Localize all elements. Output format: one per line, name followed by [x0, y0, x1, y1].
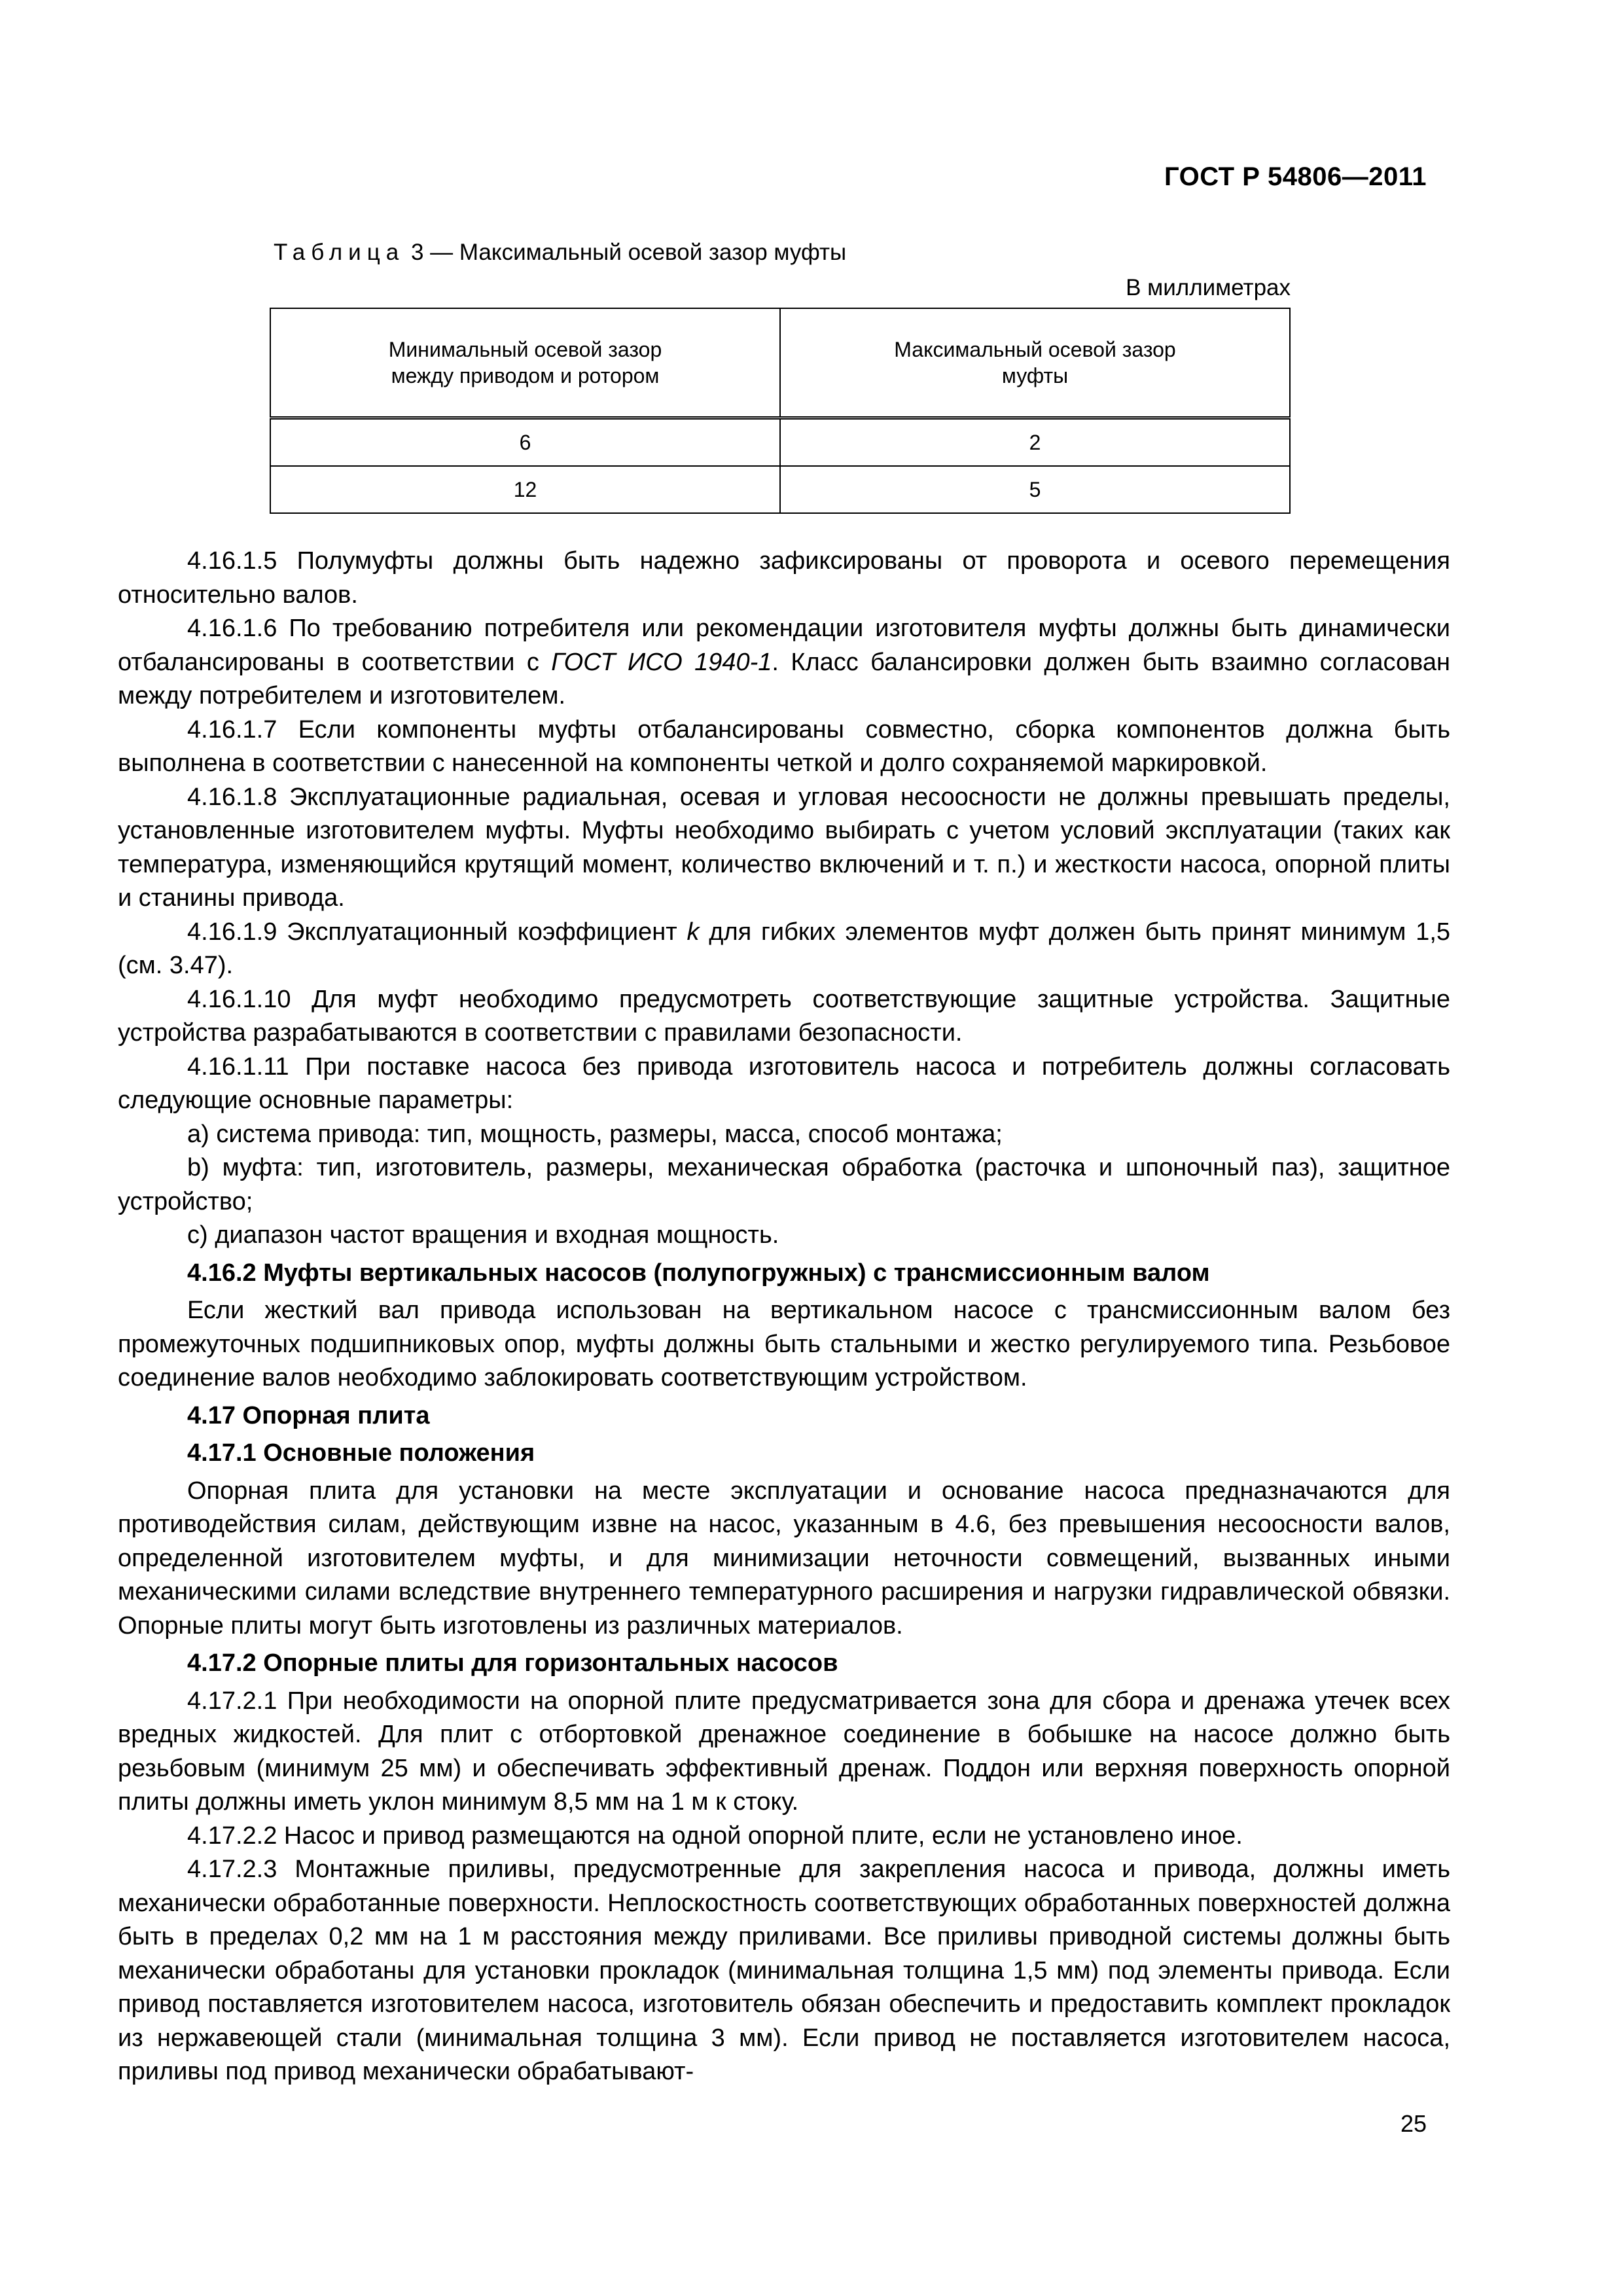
clearance-table — [270, 308, 1291, 514]
section-heading: 4.17.1 Основные положения — [187, 1439, 535, 1467]
paragraph: Если жесткий вал привода использован на вертикальном насосе с трансмиссионным валом без промежуточных подшипниковых опор, муфты должны быть стальными и жестко регулируемого типа. Резьбовое соединение валов необходимо заблокировать соответствующим устройством. — [118, 1297, 1450, 1391]
section-heading: 4.17 Опорная плита — [187, 1401, 430, 1429]
table-caption-label: Таблица — [274, 240, 405, 265]
paragraph: 4.17.2.1 При необходимости на опорной плите предусматривается зона для сбора и дренажа утечек всех вредных жидкостей. Для плит с отбортовкой дренажное соединение в бобышке на насосе должно быть резьбовым (минимум 25 мм) и обеспечивать эффективный дренаж. Поддон или верхняя поверхность опорной плиты должны иметь уклон минимум 8,5 мм на 1 м к стоку. — [118, 1687, 1450, 1816]
paragraph: 4.16.1.8 Эксплуатационные радиальная, осевая и угловая несоосности не должны превышать пределы, установленные изготовителем муфты. Муфты необходимо выбирать с учетом условий эксплуатации (таких как температура, изменяющийся крутящий момент, количество включений и т. п.) и жесткости насоса, опорной плиты и станины привода. — [118, 783, 1450, 912]
section-heading: 4.16.2 Муфты вертикальных насосов (полупогружных) с трансмиссионным валом — [187, 1259, 1210, 1287]
paragraph: 4.17.2.2 Насос и привод размещаются на одной опорной плите, если не установлено иное. — [187, 1821, 1243, 1850]
column-header-line: муфты — [1001, 364, 1069, 387]
table-row — [270, 466, 1290, 513]
standard-reference: ГОСТ ИСО 1940-1 — [551, 648, 772, 676]
page-number: 25 — [1400, 2110, 1427, 2137]
paragraph: 4.16.1.10 Для муфт необходимо предусмотреть соответствующие защитные устройства. Защитные устройства разрабатываются в соответствии с правилами безопасности. — [118, 985, 1450, 1047]
section-heading: 4.17.2 Опорные плиты для горизонтальных насосов — [187, 1649, 838, 1677]
document-header: ГОСТ Р 54806—2011 — [1164, 162, 1427, 191]
paragraph: 4.16.1.7 Если компоненты муфты отбалансированы совместно, сборка компонентов должна быть выполнена в соответствии с нанесенной на компоненты четкой и долго сохраняемой маркировкой. — [118, 715, 1450, 777]
list-item: c) диапазон частот вращения и входная мощность. — [187, 1221, 779, 1249]
table-caption — [274, 240, 846, 266]
column-header-line: Максимальный осевой зазор — [894, 338, 1176, 361]
table-caption-title: 3 — Максимальный осевой зазор муфты — [410, 240, 847, 265]
list-item: b) муфта: тип, изготовитель, размеры, механическая обработка (расточка и шпоночный паз), защитное устройство; — [118, 1154, 1450, 1215]
table-row — [270, 418, 1290, 467]
column-header-max-gap — [780, 308, 1290, 418]
paragraph-text: 4.16.1.9 Эксплуатационный коэффициент — [187, 918, 687, 946]
table-header-row — [270, 308, 1290, 418]
table-cell: 6 — [270, 418, 780, 467]
paragraph: 4.16.1.11 При поставке насоса без привода изготовитель насоса и потребитель должны согласовать следующие основные параметры: — [118, 1052, 1450, 1114]
list-item: a) система привода: тип, мощность, размеры, масса, способ монтажа; — [187, 1120, 1003, 1148]
column-header-line: Минимальный осевой зазор — [388, 338, 662, 361]
document-body — [118, 545, 1450, 2089]
paragraph: Опорная плита для установки на месте эксплуатации и основание насоса предназначаются для противодействия силам, действующим извне на насос, указанным в 4.6, без превышения несоосности валов, определенной изготовителем муфты, и для минимизации неточности совмещений, вызванных иными механическими силами вследствие внутреннего температурного расширения и нагрузки гидравлической обвязки. Опорные плиты могут быть изготовлены из различных материалов. — [118, 1477, 1450, 1640]
table-cell: 5 — [780, 466, 1290, 513]
paragraph-text: 4.16.1.6 По требованию потребителя или рекомендации изготовителя муфты должны быть динамически отбалансированы в соответствии с — [118, 615, 1450, 676]
paragraph: 4.16.1.5 Полумуфты должны быть надежно зафиксированы от проворота и осевого перемещения относительно валов. — [118, 547, 1450, 609]
table-cell: 2 — [780, 418, 1290, 467]
column-header-min-gap — [270, 308, 780, 418]
paragraph-text: . Класс балансировки должен быть взаимно согласован между потребителем и изготовителем. — [118, 648, 1450, 709]
paragraph — [118, 916, 1450, 983]
table-units: В миллиметрах — [1126, 275, 1291, 300]
coefficient-symbol: k — [687, 918, 700, 946]
table-cell: 12 — [270, 466, 780, 513]
paragraph: 4.17.2.3 Монтажные приливы, предусмотренные для закрепления насоса и привода, должны иметь механически обработанные поверхности. Неплоскостность соответствующих обработанных поверхностей должна быть в пределах 0,2 мм на 1 м расстояния между приливами. Все приливы приводной системы должны быть механически обработаны для установки прокладок (минимальная толщина 1,5 мм) под элементы привода. Если привод поставляется изготовителем насоса, изготовитель обязан обеспечить и предоставить комплект прокладок из нержавеющей стали (минимальная толщина 3 мм). Если привод не поставляется изготовителем насоса, приливы под привод механически обрабатывают- — [118, 1856, 1450, 2085]
paragraph-text: для гибких элементов муфт должен быть принят минимум 1,5 (см. 3.47). — [118, 918, 1451, 979]
paragraph — [118, 612, 1450, 713]
column-header-line: между приводом и ротором — [391, 364, 660, 387]
